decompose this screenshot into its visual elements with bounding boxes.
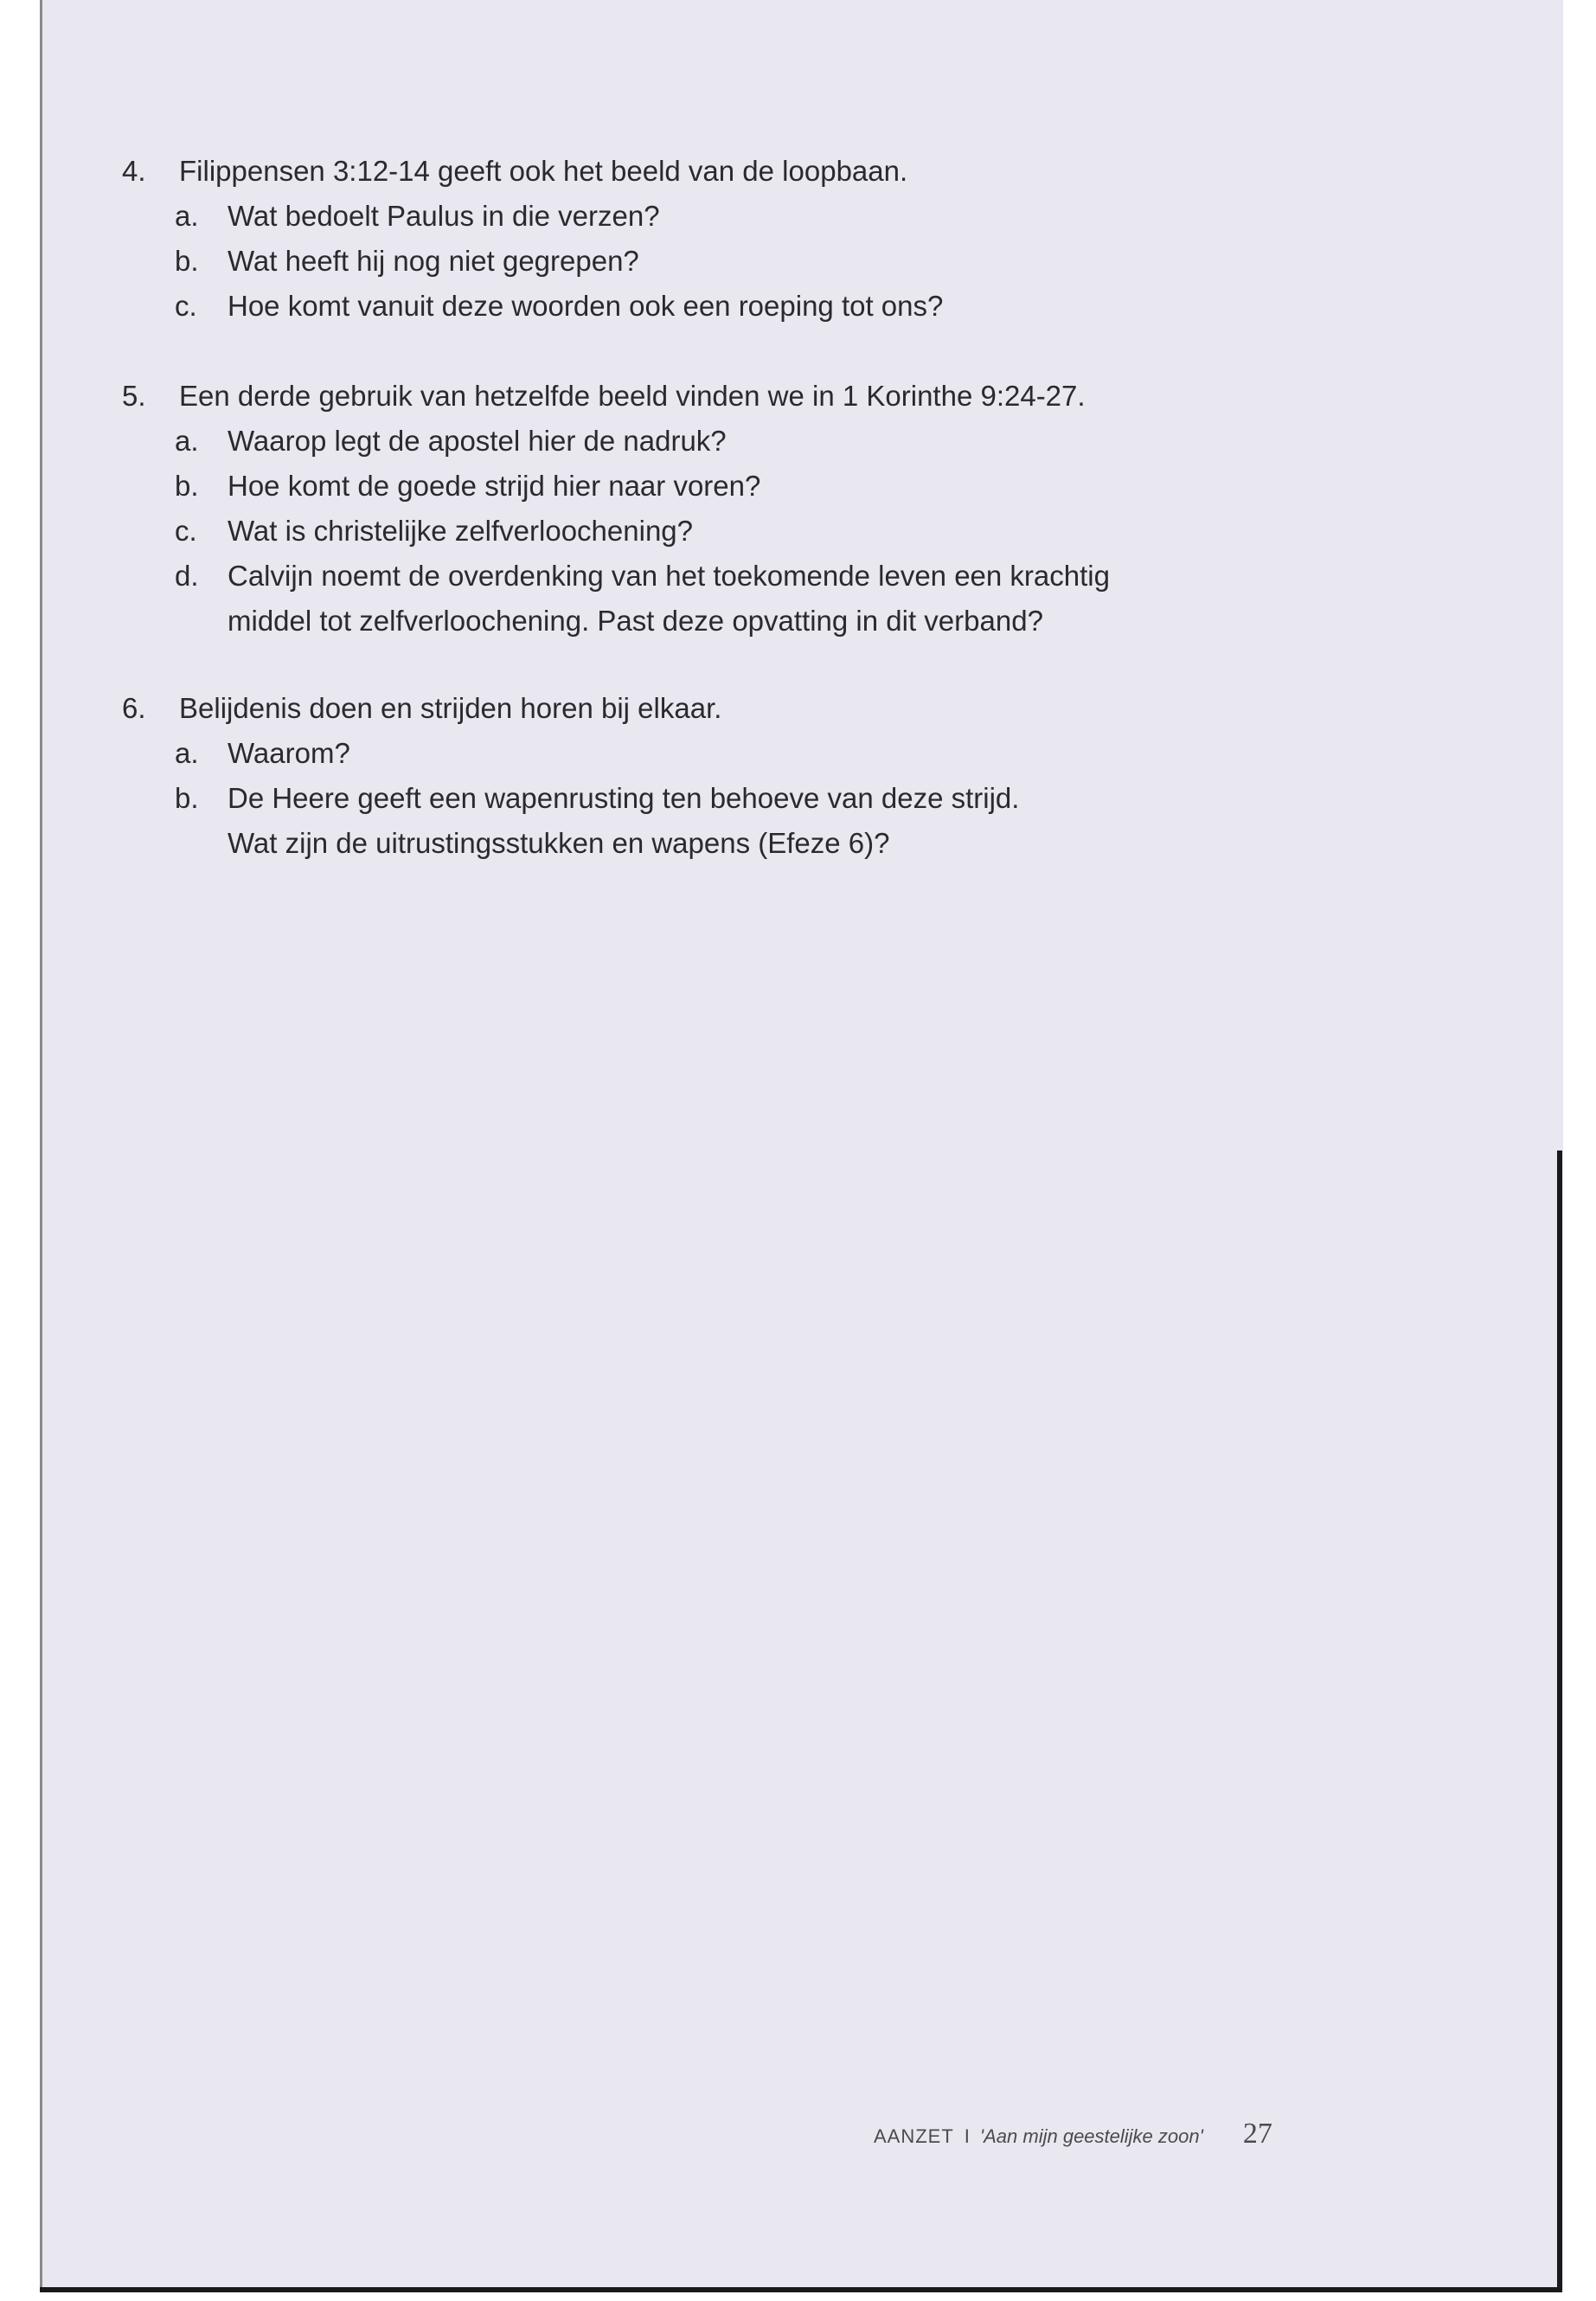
sub-question	[0, 194, 1471, 239]
page-number: 27	[1242, 2118, 1272, 2150]
sub-question-letter: a.	[175, 737, 199, 769]
sub-question-text: Calvijn noemt de overdenking van het toekomende leven een krachtig	[228, 560, 1110, 592]
sub-question-text: Wat is christelijke zelfverloochening?	[228, 515, 694, 547]
footer-series: AANZET	[874, 2125, 954, 2147]
question-text: Belijdenis doen en strijden horen bij elkaar.	[179, 692, 722, 724]
question-header	[0, 149, 1471, 194]
sub-question-text: Wat bedoelt Paulus in die verzen?	[228, 200, 660, 232]
sub-question-text: middel tot zelfverloochening. Past deze opvatting in dit verband?	[228, 605, 1043, 637]
question-header	[0, 374, 1471, 419]
sub-question	[0, 509, 1471, 554]
sub-question-letter: b.	[175, 470, 199, 502]
question-header	[0, 686, 1471, 731]
sub-question	[0, 419, 1471, 464]
sub-question	[0, 239, 1471, 284]
sub-question-text: Wat heeft hij nog niet gegrepen?	[228, 245, 639, 277]
question-5	[0, 374, 1471, 644]
sub-question-text: Hoe komt vanuit deze woorden ook een roeping tot ons?	[228, 290, 944, 322]
footer-title: 'Aan mijn geestelijke zoon'	[979, 2125, 1203, 2147]
question-4	[0, 149, 1471, 329]
question-6	[0, 686, 1471, 866]
question-number: 4.	[122, 155, 146, 187]
sub-question-text: Waarom?	[228, 737, 350, 769]
sub-question-letter: c.	[175, 290, 197, 322]
sub-question-letter: b.	[175, 782, 199, 814]
sub-question	[0, 284, 1471, 329]
question-text: Een derde gebruik van hetzelfde beeld vinden we in 1 Korinthe 9:24-27.	[179, 380, 1086, 412]
sub-question	[0, 464, 1471, 509]
sub-question-continuation	[0, 821, 1471, 866]
sub-question-letter: a.	[175, 200, 199, 232]
sub-question-letter: c.	[175, 515, 197, 547]
sub-question-letter: b.	[175, 245, 199, 277]
sub-question-text: Wat zijn de uitrustingsstukken en wapens (Efeze 6)?	[228, 827, 890, 859]
page-footer	[874, 2111, 1272, 2154]
question-number: 5.	[122, 380, 146, 412]
sub-question	[0, 554, 1471, 599]
sub-question-letter: d.	[175, 560, 199, 592]
sub-question-continuation	[0, 599, 1471, 644]
question-text: Filippensen 3:12-14 geeft ook het beeld van de loopbaan.	[179, 155, 908, 187]
sub-question	[0, 776, 1471, 821]
sub-question-text: De Heere geeft een wapenrusting ten behoeve van deze strijd.	[228, 782, 1020, 814]
sub-question-text: Hoe komt de goede strijd hier naar voren?	[228, 470, 761, 502]
sub-question-text: Waarop legt de apostel hier de nadruk?	[228, 425, 727, 457]
footer-separator: I	[964, 2125, 970, 2147]
question-number: 6.	[122, 692, 146, 724]
sub-question-letter: a.	[175, 425, 199, 457]
sub-question	[0, 731, 1471, 776]
